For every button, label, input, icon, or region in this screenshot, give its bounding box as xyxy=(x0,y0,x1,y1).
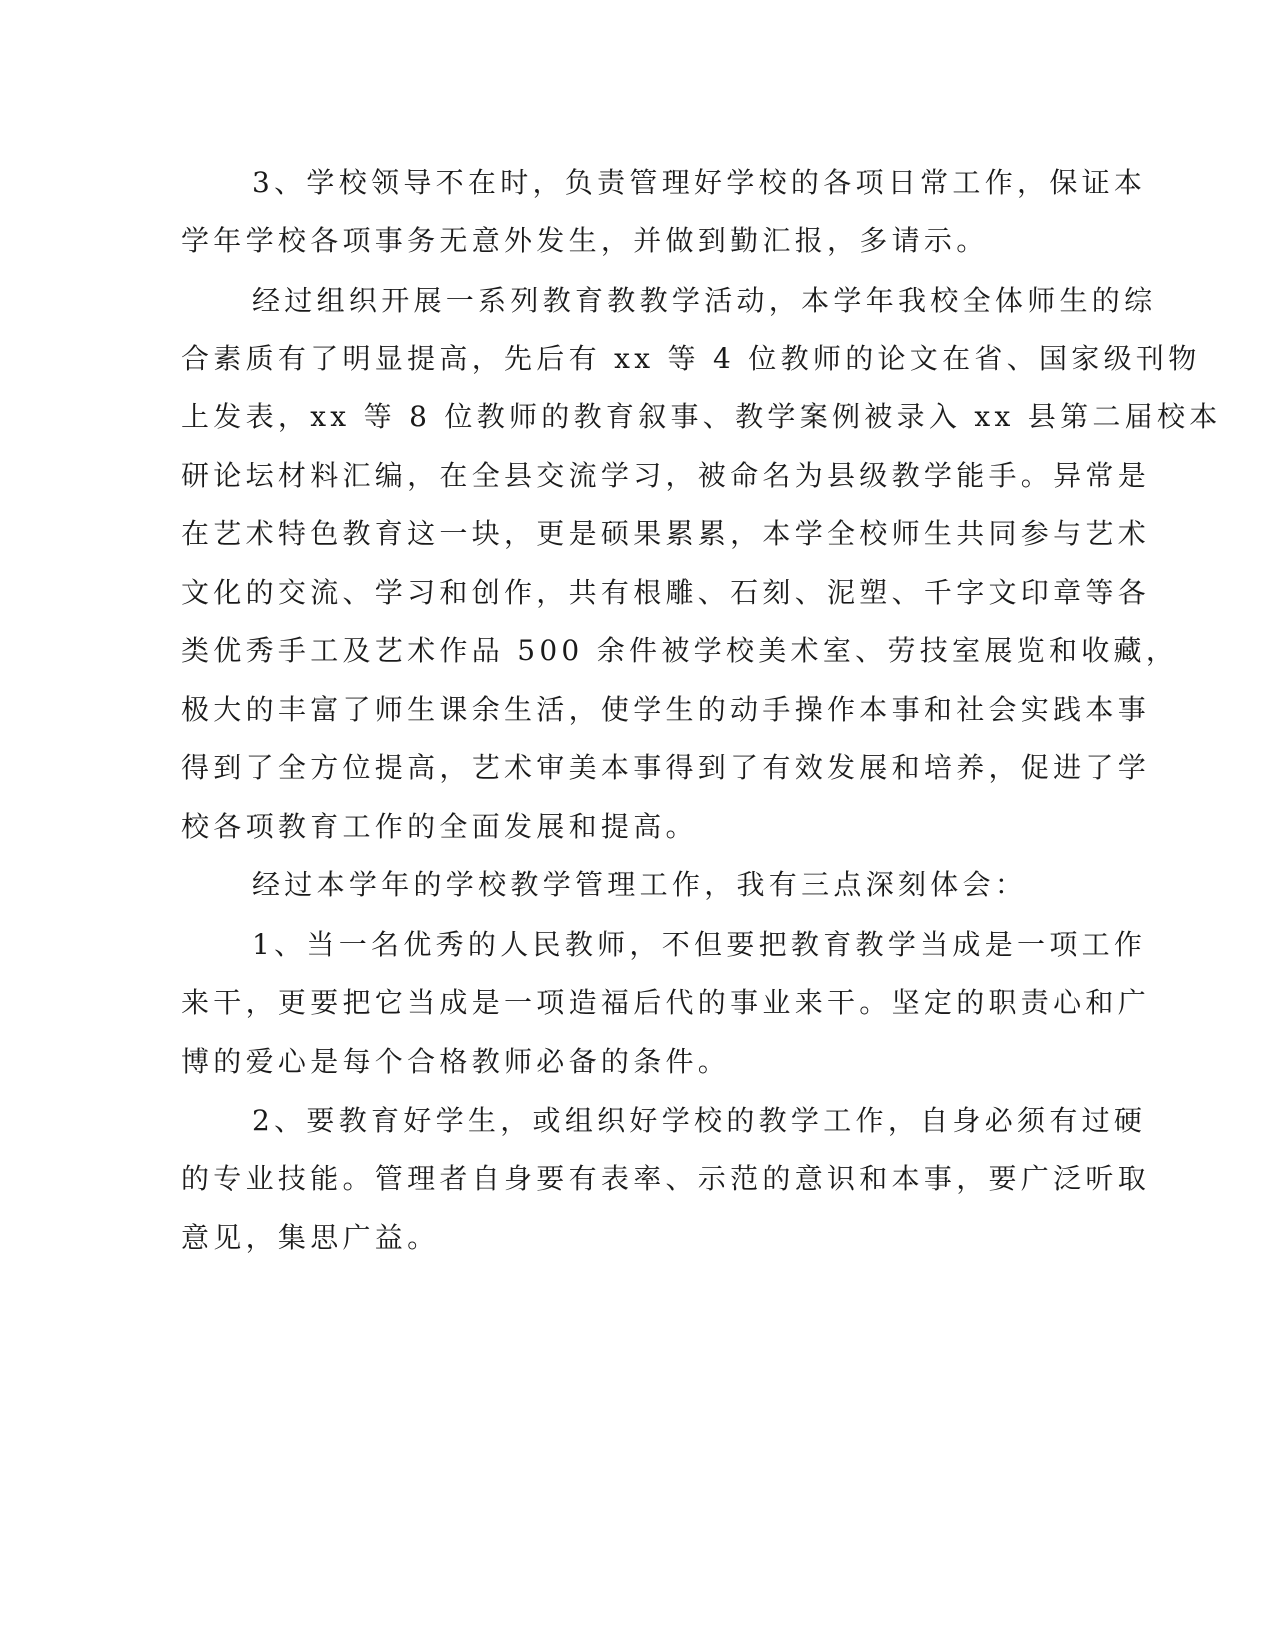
text-line: 1、当一名优秀的人民教师，不但要把教育教学当成是一项工作 xyxy=(252,928,1147,961)
text-line: 校各项教育工作的全面发展和提高。 xyxy=(181,810,698,843)
text-line: 类优秀手工及艺术作品 500 余件被学校美术室、劳技室展览和收藏， xyxy=(181,634,1179,667)
text-line: 经过组织开展一系列教育教教学活动，本学年我校全体师生的综 xyxy=(252,284,1157,317)
text-line: 文化的交流、学习和创作，共有根雕、石刻、泥塑、千字文印章等各 xyxy=(181,576,1151,609)
text-line: 3、学校领导不在时，负责管理好学校的各项日常工作，保证本 xyxy=(252,166,1147,199)
text-line: 意见，集思广益。 xyxy=(181,1221,440,1254)
text-line: 博的爱心是每个合格教师必备的条件。 xyxy=(181,1045,731,1078)
text-line: 经过本学年的学校教学管理工作，我有三点深刻体会： xyxy=(252,868,1028,901)
text-line: 得到了全方位提高，艺术审美本事得到了有效发展和培养，促进了学 xyxy=(181,751,1151,784)
text-line: 2、要教育好学生，或组织好学校的教学工作，自身必须有过硬 xyxy=(252,1104,1147,1137)
text-line: 合素质有了明显提高，先后有 xx 等 4 位教师的论文在省、国家级刊物 xyxy=(181,342,1201,375)
text-line: 上发表，xx 等 8 位教师的教育叙事、教学案例被录入 xx 县第二届校本 xyxy=(181,400,1222,433)
text-line: 极大的丰富了师生课余生活，使学生的动手操作本事和社会实践本事 xyxy=(181,693,1151,726)
text-line: 来干，更要把它当成是一项造福后代的事业来干。坚定的职责心和广 xyxy=(181,986,1151,1019)
text-line: 研论坛材料汇编，在全县交流学习，被命名为县级教学能手。异常是 xyxy=(181,459,1151,492)
text-line: 在艺术特色教育这一块，更是硕果累累，本学全校师生共同参与艺术 xyxy=(181,517,1151,550)
text-line: 学年学校各项事务无意外发生，并做到勤汇报，多请示。 xyxy=(181,224,989,257)
text-line: 的专业技能。管理者自身要有表率、示范的意识和本事，要广泛听取 xyxy=(181,1162,1151,1195)
